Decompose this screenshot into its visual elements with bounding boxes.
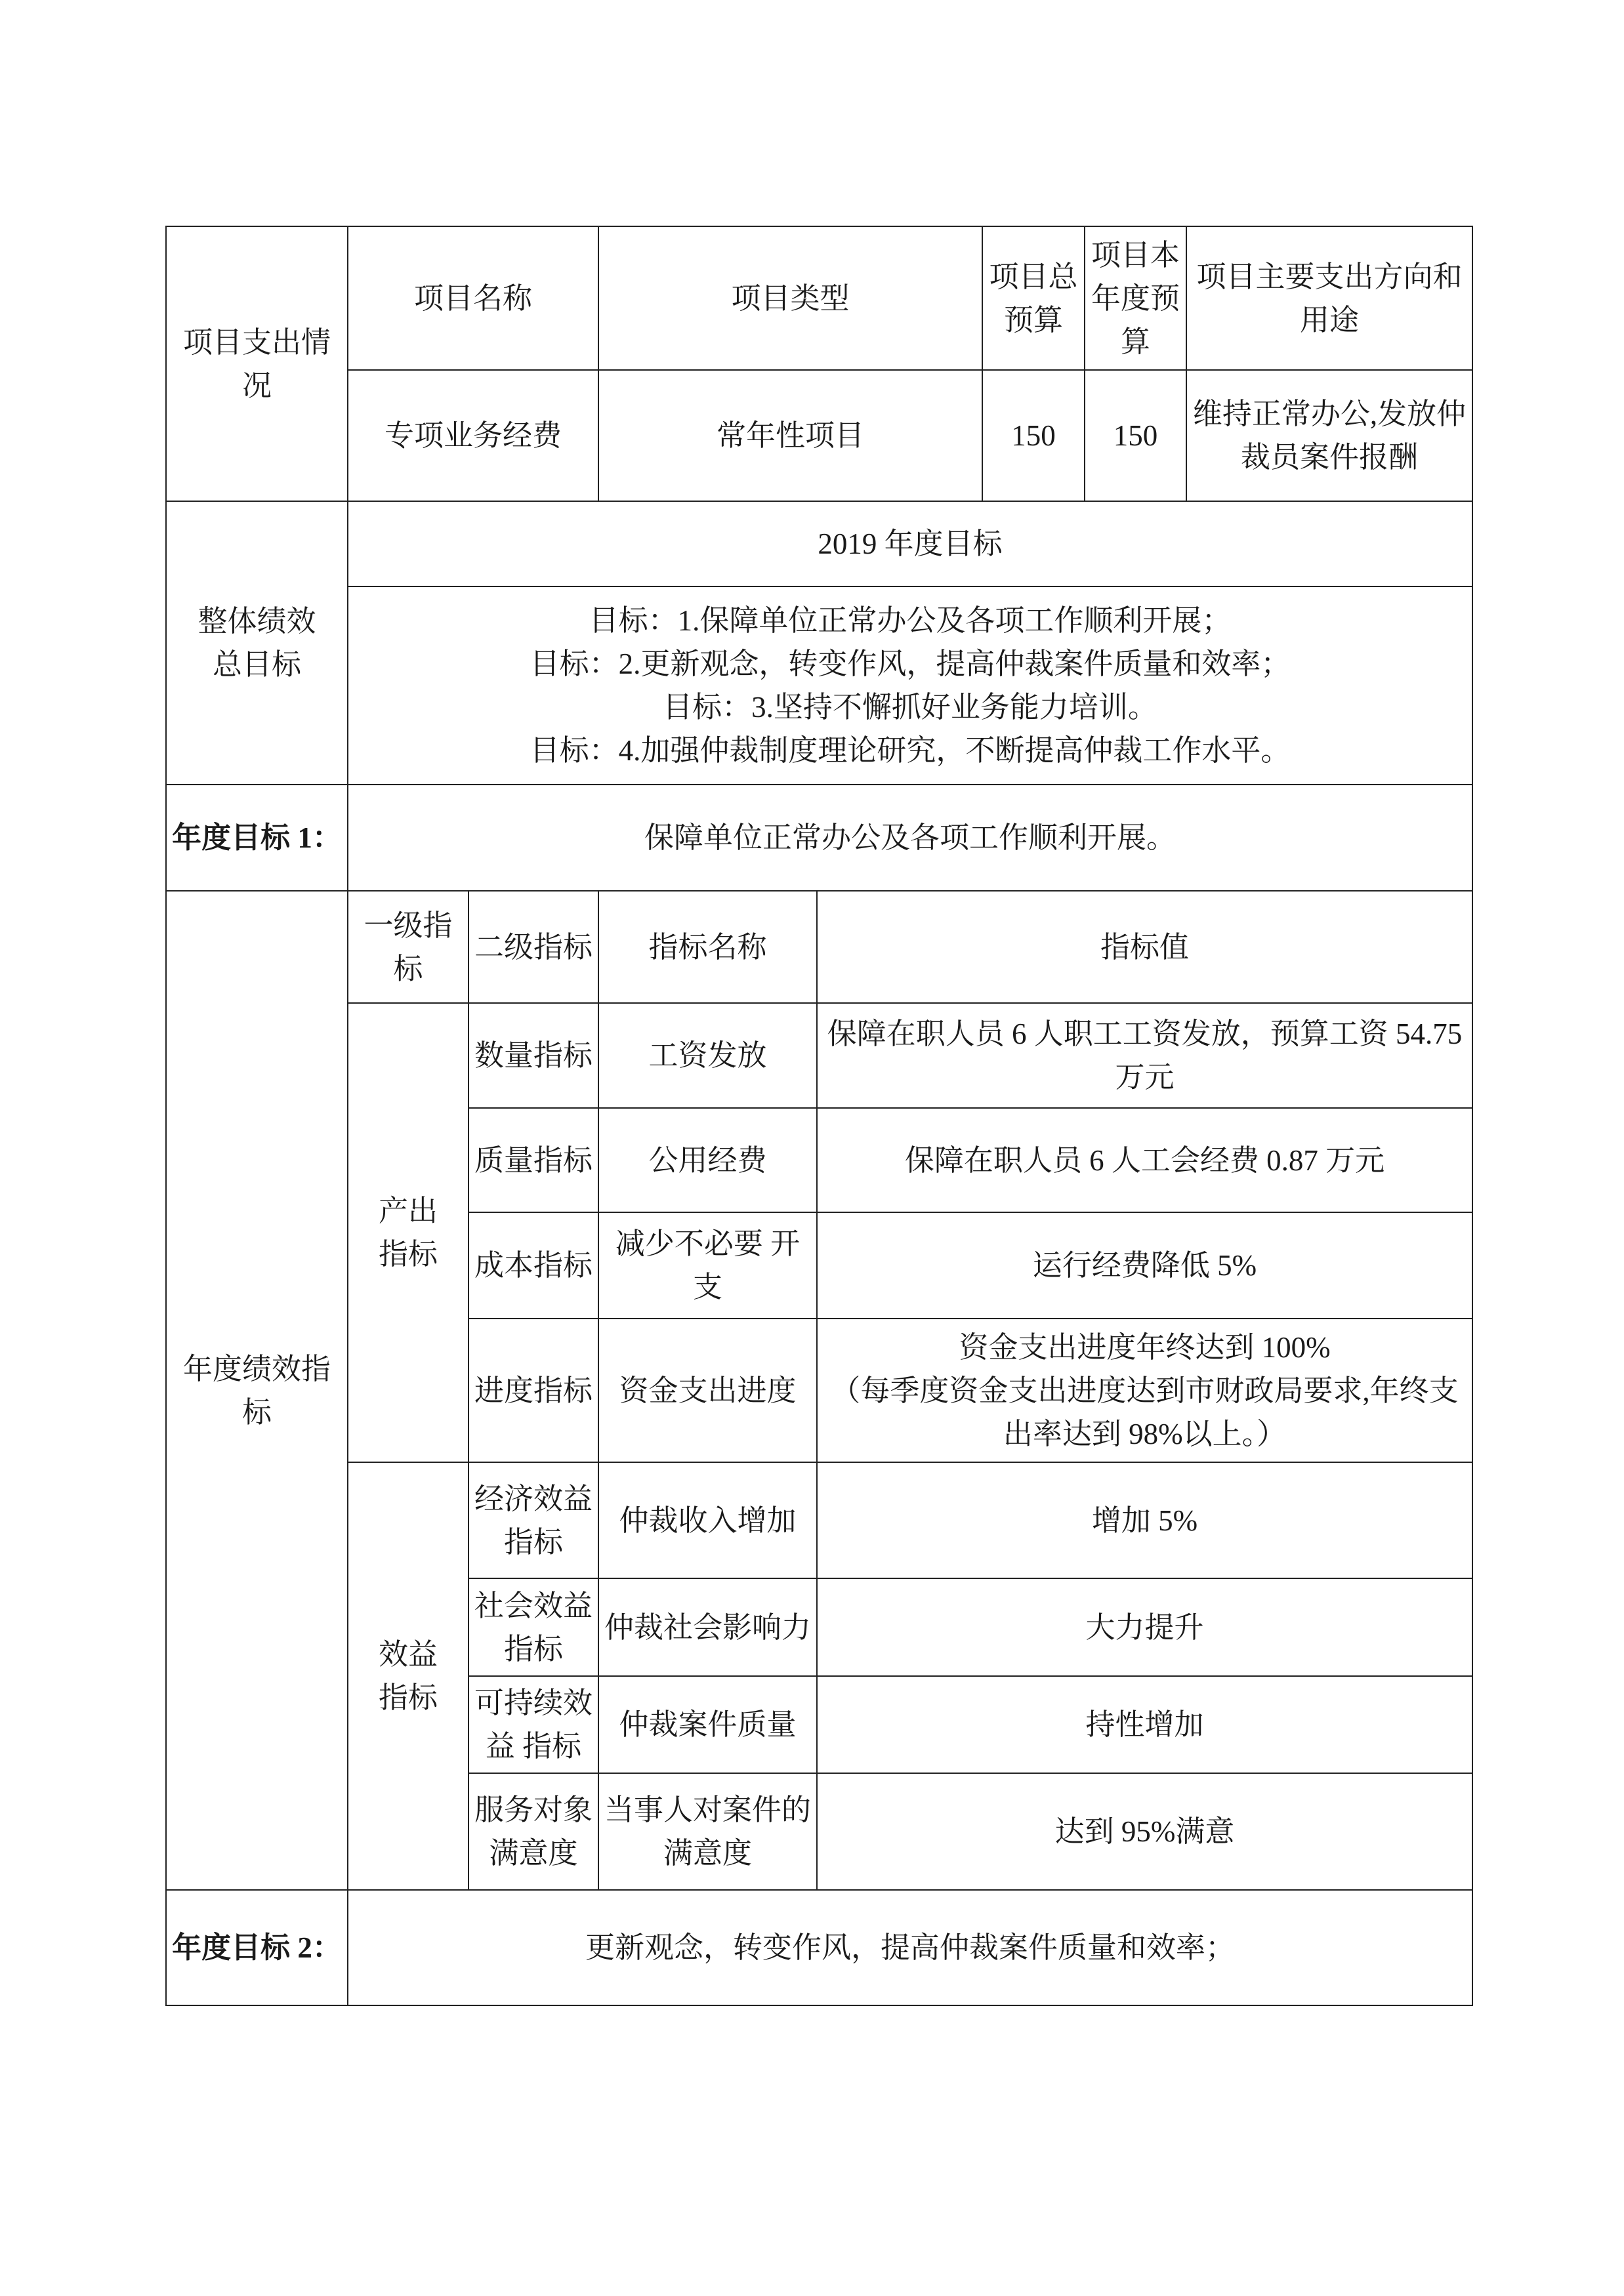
indicator-value: 运行经费降低 5% [817,1212,1472,1319]
indicator-value: 保障在职人员 6 人工会经费 0.87 万元 [817,1108,1472,1212]
level2-indicator: 成本指标 [468,1212,598,1319]
indicator-value: 保障在职人员 6 人职工工资发放，预算工资 54.75 万元 [817,1003,1472,1108]
indicator-name: 减少不必要 开支 [598,1212,817,1319]
total-budget-value: 150 [982,370,1085,501]
target-item: 目标：3.坚持不懈抓好业务能力培训。 [663,691,1157,724]
indicator-value-note: （每季度资金支出进度达到市财政局要求,年终支出率达到 98%以上。） [831,1374,1459,1450]
header-annual-budget: 项目本年度预算 [1085,226,1186,370]
target-item: 目标：2.更新观念，转变作风，提高仲裁案件质量和效率； [530,647,1291,680]
level2-indicator: 质量指标 [468,1108,598,1212]
overall-goal-label-text: 整体绩效总目标 [198,605,316,681]
indicator-value: 增加 5% [817,1462,1472,1578]
indicator-value: 达到 95%满意 [817,1773,1472,1890]
indicator-value: 大力提升 [817,1578,1472,1676]
level2-indicator: 服务对象满意度 [468,1773,598,1890]
header-indicator-value: 指标值 [817,891,1472,1003]
header-purpose: 项目主要支出方向和用途 [1186,226,1472,370]
indicator-name: 仲裁社会影响力 [598,1578,817,1676]
target-item: 目标：1.保障单位正常办公及各项工作顺利开展； [589,604,1232,637]
header-level1-indicator: 一级指标 [348,891,468,1003]
header-project-type: 项目类型 [598,226,982,370]
header-project-name: 项目名称 [348,226,598,370]
indicator-name: 资金支出进度 [598,1319,817,1462]
annual-budget-value: 150 [1085,370,1186,501]
header-total-budget: 项目总预算 [982,226,1085,370]
header-level2-indicator: 二级指标 [468,891,598,1003]
annual-goal-2-label: 年度目标 2： [166,1890,348,2005]
level1-output-indicator [348,1003,468,1462]
target-item: 目标：4.加强仲裁制度理论研究，不断提高仲裁工作水平。 [530,734,1291,767]
annual-goal-2-text: 更新观念，转变作风，提高仲裁案件质量和效率； [348,1890,1472,2005]
annual-goal-1-text: 保障单位正常办公及各项工作顺利开展。 [348,785,1472,891]
indicator-name: 工资发放 [598,1003,817,1108]
overall-targets [348,586,1472,785]
level2-indicator: 社会效益指标 [468,1578,598,1676]
indicator-name: 仲裁收入增加 [598,1462,817,1578]
project-type-value: 常年性项目 [598,370,982,501]
level2-indicator: 数量指标 [468,1003,598,1108]
level2-indicator: 经济效益指标 [468,1462,598,1578]
section-label-project-expenditure: 项目支出情况 [166,226,348,501]
indicator-value [817,1319,1472,1462]
level1-benefit-text: 效益指标 [379,1638,438,1714]
level1-benefit-indicator [348,1462,468,1890]
indicator-value: 持性增加 [817,1676,1472,1773]
section-label-indicators: 年度绩效指标 [166,891,348,1890]
indicator-name: 当事人对案件的满意度 [598,1773,817,1890]
year-goal-heading: 2019 年度目标 [348,501,1472,586]
indicator-name: 公用经费 [598,1108,817,1212]
header-indicator-name: 指标名称 [598,891,817,1003]
project-name-value: 专项业务经费 [348,370,598,501]
indicator-name: 仲裁案件质量 [598,1676,817,1773]
annual-goal-1-label: 年度目标 1： [166,785,348,891]
level2-indicator: 进度指标 [468,1319,598,1462]
level2-indicator: 可持续效益 指标 [468,1676,598,1773]
performance-table [165,226,1473,2006]
section-label-overall-goal [166,501,348,785]
purpose-value: 维持正常办公,发放仲裁员案件报酬 [1186,370,1472,501]
indicator-value-main: 资金支出进度年终达到 100% [959,1330,1331,1364]
level1-output-text: 产出指标 [379,1195,438,1271]
